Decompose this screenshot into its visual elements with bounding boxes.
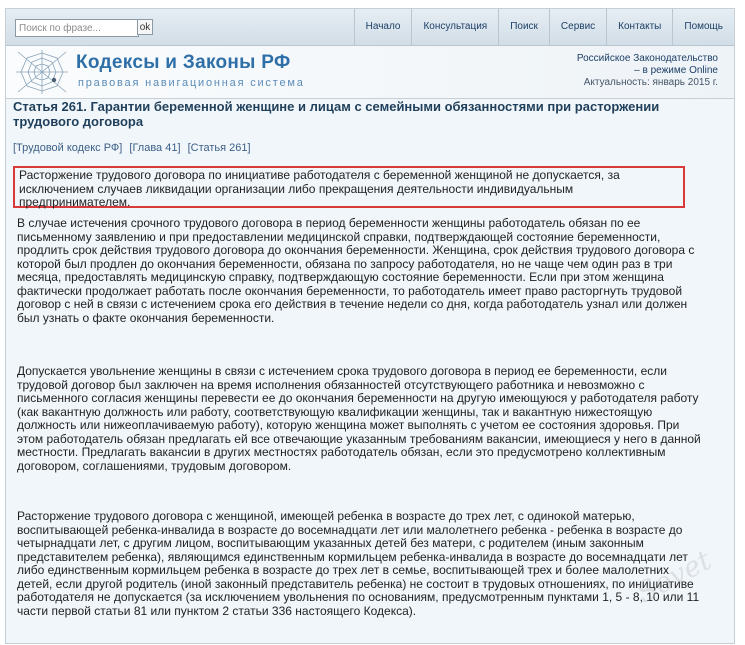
article-title: Статья 261. Гарантии беременной женщине и лицам с семейными обязанностями при расторжении трудового договора: [13, 99, 660, 129]
logo-subtitle: правовая навигационная система: [78, 77, 305, 89]
highlighted-text: Расторжение трудового договора по инициативе работодателя с беременной женщиной не допускается, за исключением случаев ликвидации организации либо прекращения деятельности индивидуальным предпринимателем.: [19, 168, 620, 209]
page-frame: [5, 8, 735, 644]
nav-home[interactable]: Начало: [354, 9, 412, 45]
nav-consultation[interactable]: Консультация: [411, 9, 498, 45]
highlighted-paragraph: [13, 166, 685, 208]
header-info-line1: Российское Законодательство: [576, 53, 718, 64]
nav-service[interactable]: Сервис: [549, 9, 606, 45]
article-paragraph-2: Допускается увольнение женщины в связи с истечением срока трудового договора в период ее беременности, если трудовой договор был заключен на время исполнения обязанностей отсутствующего работника и невозможно с письменного согласия женщины перевести ее до окончания беременности на другую имеющуюся у работодателя работу (как вакантную должность или работу, соответствующую квалификации женщины, так и вакантную нижестоящую должность или нижеоплачиваемую работу), которую женщина может выполнять с учетом ее состояния здоровья. При этом работодатель обязан предлагать ей все отвечающие указанным требованиям вакансии, имеющиеся у него в данной местности. Предлагать вакансии в других местностях работодатель обязан, если это предусмотрено коллективным договором, соглашениями, трудовым договором.: [17, 364, 701, 473]
spider-web-icon: [16, 50, 68, 94]
article-paragraph-1: В случае истечения срочного трудового договора в период беременности женщины работодатель обязан по ее письменному заявлению и при предоставлении медицинской справки, подтверждающей состояние беременности, продлить срок действия трудового договора до окончания беременности. Женщина, срок действия трудового договора с которой был продлен до окончания беременности, обязана по запросу работодателя, но не чаще чем один раз в три месяца, предоставлять медицинскую справку, подтверждающую состояние беременности. Если при этом женщина фактически продолжает работать после окончания беременности, то работодатель имеет право расторгнуть трудовой договор с ней в связи с истечением срока его действия в течение недели со дня, когда работодатель узнал или должен был узнать о факте окончания беременности.: [17, 216, 695, 325]
breadcrumb-labor-code[interactable]: [Трудовой кодекс РФ]: [13, 142, 123, 154]
watermark: Sovet: [631, 543, 718, 610]
logo-title[interactable]: Кодексы и Законы РФ: [76, 52, 291, 73]
breadcrumb-article[interactable]: [Статья 261]: [187, 142, 251, 154]
search-input[interactable]: [15, 19, 139, 37]
breadcrumb-chapter[interactable]: [Глава 41]: [129, 142, 181, 154]
nav-search[interactable]: Поиск: [498, 9, 549, 45]
site-header: [6, 46, 734, 99]
main-nav: [354, 9, 734, 45]
search-ok-button[interactable]: ok: [137, 19, 153, 35]
header-info-date: Актуальность: январь 2015 г.: [583, 77, 718, 88]
header-info: [577, 53, 718, 89]
nav-contacts[interactable]: Контакты: [606, 9, 672, 45]
top-toolbar: [6, 9, 734, 46]
nav-help[interactable]: Помощь: [672, 9, 734, 45]
header-info-line2: – в режиме Online: [634, 65, 718, 76]
article-paragraph-3: Расторжение трудового договора с женщиной, имеющей ребенка в возрасте до трех лет, с одинокой матерью, воспитывающей ребенка-инвалида в возрасте до восемнадцати лет или малолетнего ребенка - ребенка в возрасте до четырнадцати лет, с другим лицом, воспитывающим указанных детей без матери, с родителем (иным законным представителем ребенка), являющимся единственным кормильцем ребенка-инвалида в возрасте до восемнадцати лет либо единственным кормильцем ребенка в возрасте до трех лет в семье, воспитывающей трех и более малолетних детей, если другой родитель (иной законный представитель ребенка) не состоит в трудовых отношениях, по инициативе работодателя не допускается (за исключением увольнения по основаниям, предусмотренным пунктами 1, 5 - 8, 10 или 11 части первой статьи 81 или пунктом 2 статьи 336 настоящего Кодекса).: [17, 509, 700, 618]
breadcrumb: [13, 142, 703, 154]
